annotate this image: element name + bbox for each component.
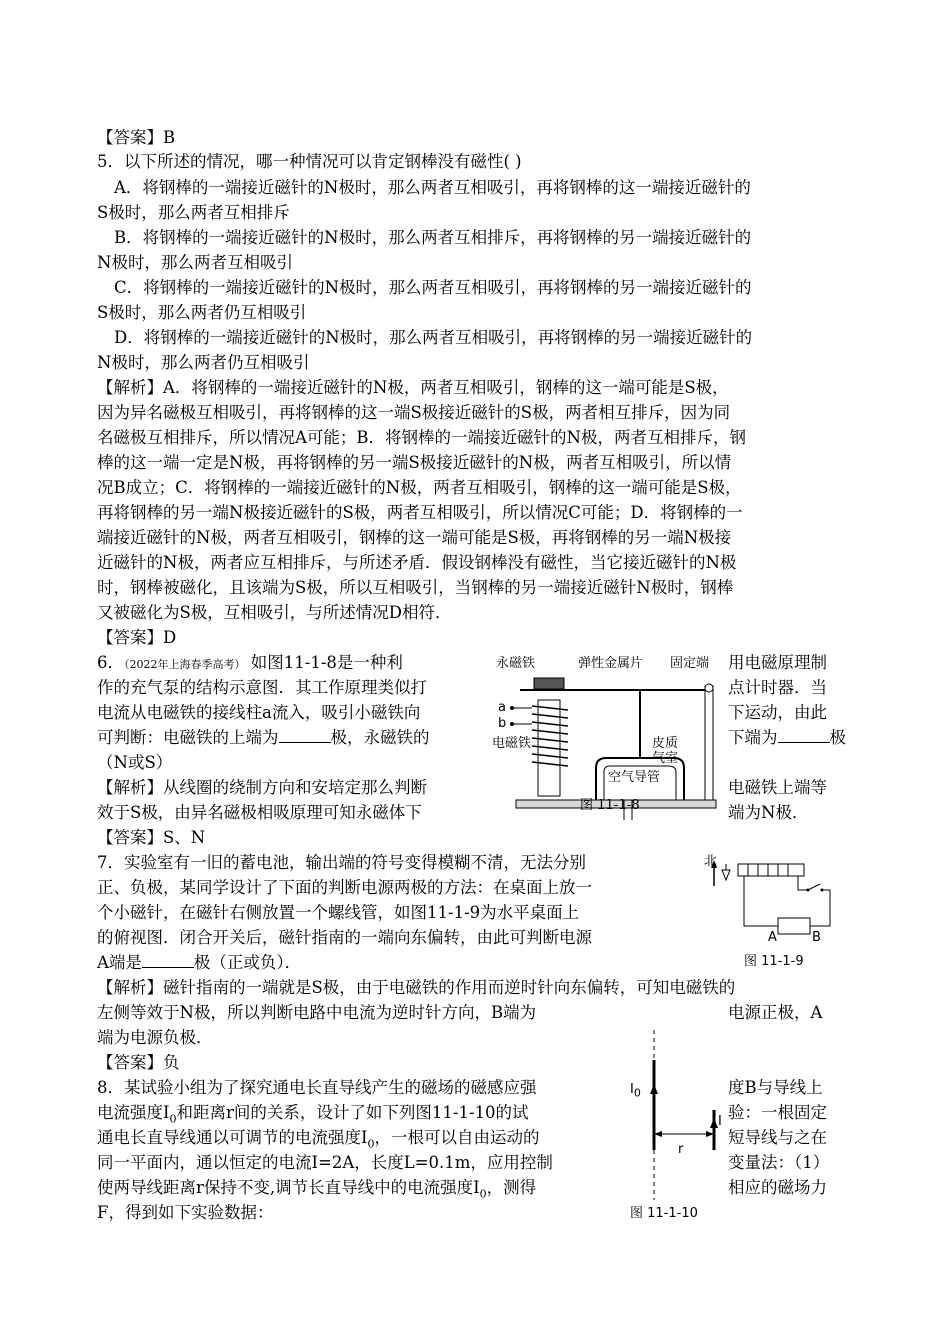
answer-4: 【答案】B: [97, 128, 176, 147]
q7-analysis-line3: 端为电源负极．: [97, 1028, 213, 1047]
q5-analysis-line: 况B成立；C．将钢棒的一端接近磁针的N极，两者互相吸引，钢棒的这一端可能是S极，: [97, 478, 742, 497]
q6-line3: 电流从电磁铁的接线柱a流入，吸引小磁铁向: [97, 703, 421, 722]
label-electromagnet: 电磁铁: [492, 736, 532, 751]
label-terminal-B: B: [812, 930, 821, 945]
q6-text: 极: [829, 728, 846, 747]
q5-option-c-line2: S极时，那么两者仍互相吸引: [97, 303, 307, 322]
answer-7: 【答案】负: [97, 1053, 180, 1072]
q6-text: 如图11-1-8是一种利: [250, 653, 403, 672]
label-terminal-a: a: [498, 700, 506, 715]
q6-line1-right: 用电磁原理制: [728, 653, 827, 672]
figure-caption-11-1-8: 图 11-1-8: [580, 798, 640, 813]
answer-6: 【答案】S、N: [97, 828, 206, 847]
q5-option-c-line1: C．将钢棒的一端接近磁针的N极时，那么两者互相吸引，再将钢棒的另一端接近磁针的: [114, 278, 752, 297]
label-I0-subscript: 0: [633, 1086, 641, 1100]
q8-line3-right: 短导线与之在: [728, 1128, 827, 1147]
q5-option-d-line2: N极时，那么两者仍互相吸引: [97, 353, 310, 372]
q6-line4: [97, 728, 430, 748]
parallel-wires-diagram: [620, 1030, 728, 1200]
q6-source: （2022年上海春季高考）: [124, 658, 246, 671]
q8-line2-right: 验：一根固定: [728, 1103, 827, 1122]
q7-analysis-line1: 【解析】磁针指南的一端就是S极，由于电磁铁的作用而逆时针向东偏转，可知电磁铁的: [97, 978, 736, 997]
q6-analysis-line1: 【解析】从线圈的绕制方向和安培定那么判断: [97, 778, 427, 797]
q8-text: 使两导线距离r保持不变,调节长直导线中的电流强度I: [97, 1178, 480, 1197]
label-permanent-magnet: 永磁铁: [496, 656, 536, 671]
q6-blank-2[interactable]: [778, 728, 830, 743]
q5-option-b-line2: N极时，那么两者互相吸引: [97, 253, 293, 272]
figure-caption-11-1-9: 图 11-1-9: [744, 954, 804, 969]
q7-line4: 的俯视图．闭合开关后，磁针指南的一端向东偏转，由此可判断电源: [97, 928, 592, 947]
q8-line4-right: 变量法：（1）: [728, 1153, 830, 1172]
label-I0: [630, 1082, 641, 1100]
q6-text: 可判断：电磁铁的上端为: [97, 728, 279, 747]
q5-analysis-line: 时，钢棒被磁化，且该端为S极，所以互相吸引，当钢棒的另一端接近磁针N极时，钢棒: [97, 578, 734, 597]
q6-number: 6．: [97, 653, 124, 672]
q5-analysis-line: 名磁极互相排斥，所以情况A可能；B．将钢棒的一端接近磁针的N极，两者互相排斥，钢: [97, 428, 746, 447]
q7-analysis-line2: 左侧等效于N极，所以判断电路中电流为逆时针方向，B端为: [97, 1003, 537, 1022]
q6-line4-right: [728, 728, 846, 748]
q7-line3: 个小磁针，在磁针右侧放置一个螺线管，如图11-1-9为水平桌面上: [97, 903, 580, 922]
q8-line6: F，得到如下实验数据：: [97, 1203, 274, 1222]
q5-analysis-line: 再将钢棒的另一端N极接近磁针的S极，两者互相吸引，所以情况C可能；D．将钢棒的一: [97, 503, 743, 522]
q7-text: A端是: [97, 953, 142, 972]
label-leather: 皮质: [652, 736, 679, 751]
label-I0-text: I: [630, 1082, 634, 1097]
q7-analysis-line2-right: 电源正极，A: [728, 1003, 823, 1022]
q6-analysis-line1-right: 电磁铁上端等: [728, 778, 827, 797]
q5-option-b-line1: B．将钢棒的一端接近磁针的N极时，那么两者互相排斥，再将钢棒的另一端接近磁针的: [114, 228, 752, 247]
label-fixed-end: 固定端: [670, 656, 710, 671]
q5-analysis-line: 又被磁化为S极，互相吸引，与所述情况D相符．: [97, 603, 452, 622]
label-terminal-A: A: [768, 930, 777, 945]
q6-line3-right: 下运动，由此: [728, 703, 827, 722]
q7-blank[interactable]: [142, 953, 194, 968]
figure-caption-11-1-10: 图 11-1-10: [630, 1206, 698, 1221]
q5-analysis-line: 【解析】A．将钢棒的一端接近磁针的N极，两者互相吸引，钢棒的这一端可能是S极，: [97, 378, 729, 397]
q5-option-d-line1: D．将钢棒的一端接近磁针的N极时，那么两者互相吸引，再将钢棒的另一端接近磁针的: [114, 328, 753, 347]
label-air-chamber: 气室: [652, 751, 679, 766]
q5-option-a-line2: S极时，那么两者互相排斥: [97, 203, 290, 222]
figure-11-1-10: [620, 1030, 728, 1220]
q8-line1: 8．某试验小组为了探究通电长直导线产生的磁场的磁感应强: [97, 1078, 537, 1097]
q8-text: 电流强度I: [97, 1103, 170, 1122]
q6-text: 极，永磁铁的: [330, 728, 430, 747]
q6-analysis-line2-right: 端为N极．: [728, 803, 809, 822]
q6-line2: 作的充气泵的结构示意图．其工作原理类似打: [97, 678, 427, 697]
q5-analysis-line: 棒的这一端一定是N极，再将钢棒的另一端S极接近磁针的N极，两者互相吸引，所以情: [97, 453, 732, 472]
q6-line2-right: 点计时器．当: [728, 678, 827, 697]
q8-text: ，一根可以自由运动的: [374, 1128, 540, 1147]
q8-line5-right: 相应的磁场力: [728, 1178, 827, 1197]
q8-subscript: 0: [367, 1137, 375, 1151]
q7-text: 极（正或负）．: [193, 953, 302, 972]
q8-line1-right: 度B与导线上: [728, 1078, 823, 1097]
label-terminal-b: b: [498, 716, 507, 731]
label-air-pipe: 空气导管: [608, 770, 661, 785]
label-north: 北: [704, 854, 718, 869]
q8-line4: 同一平面内，通以恒定的电流I=2A，长度L=0.1m，应用控制: [97, 1153, 553, 1172]
q6-analysis-line2: 效于S极，由异名磁极相吸原理可知永磁体下: [97, 803, 422, 822]
q5-stem: 5．以下所述的情况，哪一种情况可以肯定钢棒没有磁性( ): [97, 152, 522, 171]
q8-subscript: 0: [169, 1112, 177, 1126]
q6-line1: [97, 653, 403, 675]
answer-5: 【答案】D: [97, 628, 177, 647]
q8-text: 通电长直导线通以可调节的电流强度I: [97, 1128, 368, 1147]
q6-line5: （N或S）: [97, 753, 173, 772]
q8-line3: [97, 1128, 540, 1154]
q8-subscript: 0: [479, 1187, 487, 1201]
q5-analysis-line: 近磁针的N极，两者应互相排斥，与所述矛盾．假设钢棒没有磁性，当它接近磁针的N极: [97, 553, 737, 572]
q7-line1: 7．实验室有一旧的蓄电池，输出端的符号变得模糊不清，无法分别: [97, 853, 586, 872]
q8-text: 和距离r间的关系，设计了如下列图11-1-10的试: [176, 1103, 529, 1122]
figure-11-1-8: [492, 648, 728, 828]
q5-option-a-line1: A．将钢棒的一端接近磁针的N极时，那么两者互相吸引，再将钢棒的这一端接近磁针的: [114, 178, 751, 197]
q8-line5: [97, 1178, 536, 1204]
q7-line5: [97, 953, 301, 973]
q6-blank-1[interactable]: [279, 728, 331, 743]
label-r: r: [678, 1142, 684, 1157]
label-I: I: [718, 1114, 722, 1129]
q5-analysis-line: 因为异名磁极互相吸引，再将钢棒的这一端S极接近磁针的S极，两者相互排斥，因为同: [97, 403, 731, 422]
figure-11-1-9: [700, 850, 840, 970]
q8-line2: [97, 1103, 529, 1129]
q5-analysis-line: 端接近磁针的N极，两者互相吸引，钢棒的这一端可能是S极，再将钢棒的另一端N极接: [97, 528, 732, 547]
label-spring-plate: 弹性金属片: [578, 656, 644, 671]
q6-text: 下端为: [728, 728, 778, 747]
q7-line2: 正、负极，某同学设计了下面的判断电源两极的方法：在桌面上放一: [97, 878, 592, 897]
q8-text: ，测得: [486, 1178, 537, 1197]
